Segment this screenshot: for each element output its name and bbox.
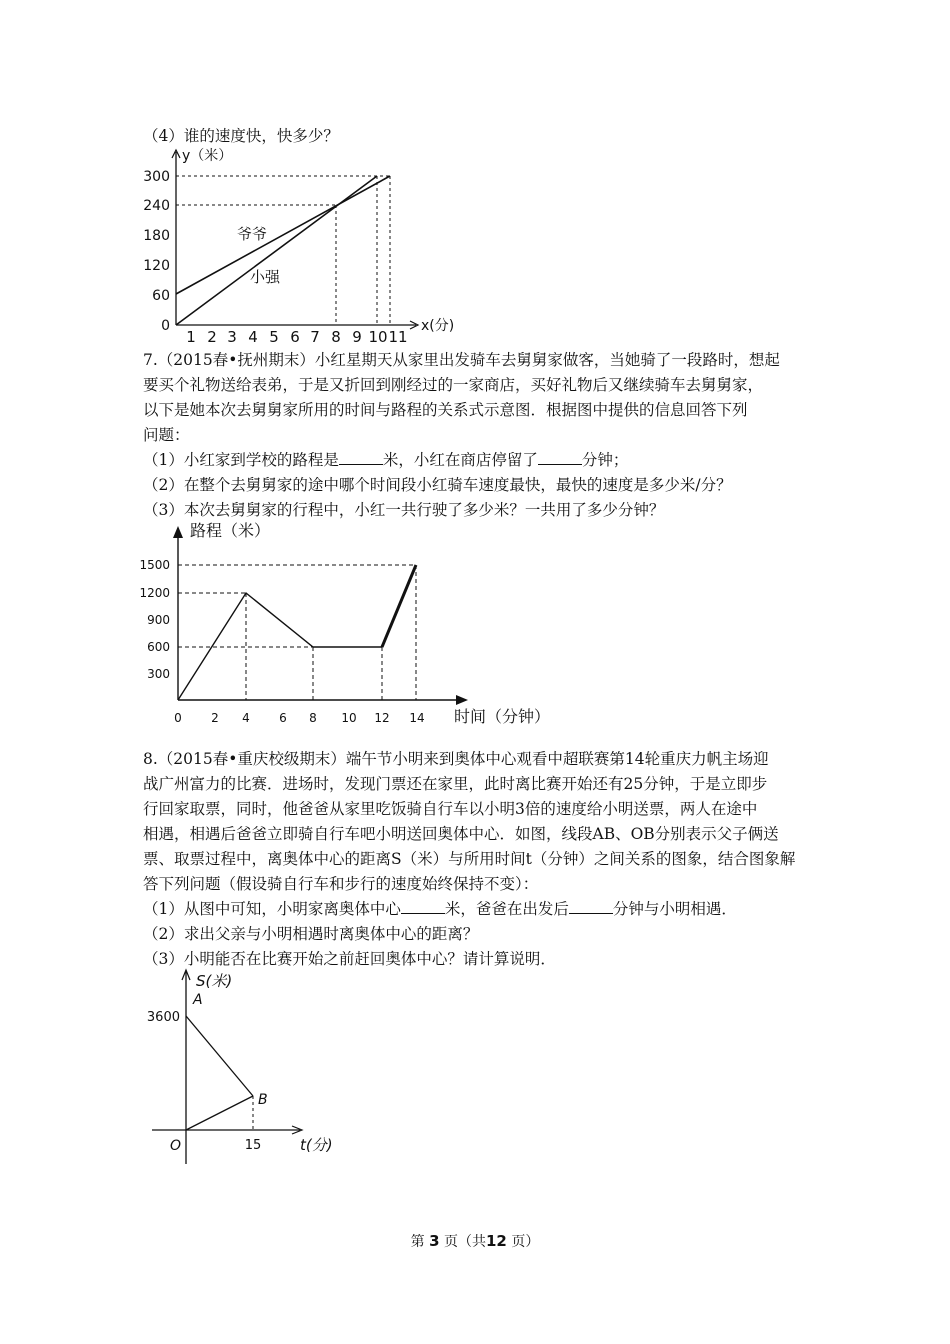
q7-part2: （2）在整个去舅舅家的途中哪个时间段小红骑车速度最快，最快的速度是多少米/分？ bbox=[143, 476, 732, 494]
q7-x-tick: 2 bbox=[211, 711, 219, 725]
q8-y-axis-label: S(米) bbox=[196, 972, 233, 990]
q6-x-tick: 4 bbox=[248, 328, 258, 346]
q8-point-a: A bbox=[193, 992, 203, 1008]
q6-x-tick: 9 bbox=[352, 328, 362, 346]
q6-y-tick: 120 bbox=[143, 258, 170, 274]
answer-blank[interactable] bbox=[538, 450, 582, 465]
answer-blank[interactable] bbox=[339, 450, 383, 465]
q8-origin: O bbox=[170, 1138, 182, 1154]
q8-text-line: 8.（2015春•重庆校级期末）端午节小明来到奥体中心观看中超联赛第14轮重庆力帆主场迎 bbox=[143, 750, 769, 768]
q7-y-tick: 600 bbox=[147, 640, 170, 654]
answer-blank[interactable] bbox=[401, 899, 445, 914]
q6-origin: 0 bbox=[161, 318, 170, 334]
q7-text-line: 问题： bbox=[143, 426, 190, 444]
q6-graph bbox=[140, 144, 460, 344]
q6-x-tick: 7 bbox=[310, 328, 320, 346]
q8-graph bbox=[140, 966, 360, 1166]
segment-ob bbox=[186, 1096, 253, 1130]
q8-text-line: 答下列问题（假设骑自行车和步行的速度始终保持不变）： bbox=[143, 875, 539, 893]
q7-x-tick: 8 bbox=[309, 711, 317, 725]
q7-text-line: 7.（2015春•抚州期末）小红星期天从家里出发骑车去舅舅家做客，当她骑了一段路时，想起 bbox=[143, 351, 780, 369]
q7-text-line: 要买个礼物送给表弟，于是又折回到刚经过的一家商店，买好礼物后又继续骑车去舅舅家， bbox=[143, 376, 764, 394]
q6-x-tick: 5 bbox=[269, 328, 279, 346]
q8-part3: （3）小明能否在比赛开始之前赶回奥体中心？请计算说明． bbox=[143, 950, 556, 968]
q7-final-segment bbox=[382, 565, 416, 647]
q6-y-tick: 180 bbox=[143, 228, 170, 244]
q7-y-axis-label: 路程（米） bbox=[190, 521, 271, 540]
q7-part3: （3）本次去舅舅家的行程中，小红一共行驶了多少米？一共用了多少分钟？ bbox=[143, 501, 665, 519]
line-xiaoqiang bbox=[176, 176, 377, 325]
q7-x-tick: 4 bbox=[242, 711, 250, 725]
q7-x-axis-label: 时间（分钟） bbox=[454, 707, 551, 726]
answer-blank[interactable] bbox=[569, 899, 613, 914]
page-number: 3 bbox=[429, 1232, 440, 1250]
segment-ab bbox=[186, 1016, 253, 1096]
q6-x-tick: 2 bbox=[207, 328, 217, 346]
label-grandpa: 爷爷 bbox=[237, 225, 268, 243]
q6-x-tick: 10 bbox=[368, 328, 388, 346]
page-total: 12 bbox=[486, 1232, 507, 1250]
q8-point-b: B bbox=[258, 1092, 268, 1108]
q7-y-tick: 1200 bbox=[139, 586, 170, 600]
q8-part2: （2）求出父亲与小明相遇时离奥体中心的距离？ bbox=[143, 925, 479, 943]
q7-x-tick: 10 bbox=[341, 711, 357, 725]
q6-y-axis-label: y（米） bbox=[182, 148, 233, 164]
q6-x-tick: 6 bbox=[290, 328, 300, 346]
q6-x-axis-label: x(分) bbox=[421, 318, 455, 334]
q6-x-tick: 1 bbox=[186, 328, 196, 346]
q8-x-tick: 15 bbox=[244, 1138, 262, 1153]
line-grandpa bbox=[176, 176, 390, 294]
label-xiaoqiang: 小强 bbox=[250, 268, 281, 286]
q7-x-tick: 6 bbox=[279, 711, 287, 725]
q7-y-tick: 300 bbox=[147, 667, 170, 681]
q7-graph bbox=[140, 518, 560, 728]
q6-y-tick: 60 bbox=[152, 288, 170, 304]
q8-x-axis-label: t(分) bbox=[300, 1136, 333, 1154]
q8-part1: （1）从图中可知，小明家离奥体中心 米，爸爸在出发后 分钟与小明相遇． bbox=[143, 900, 737, 918]
q7-x-tick: 0 bbox=[174, 711, 182, 725]
q7-y-tick: 900 bbox=[147, 613, 170, 627]
page-footer: 第 3 页（共12 页） bbox=[410, 1232, 540, 1250]
q7-y-tick: 1500 bbox=[139, 558, 170, 572]
q7-part1: （1）小红家到学校的路程是 米，小红在商店停留了 分钟； bbox=[143, 451, 629, 469]
q7-x-tick: 14 bbox=[409, 711, 425, 725]
q7-text-line: 以下是她本次去舅舅家所用的时间与路程的关系式示意图．根据图中提供的信息回答下列 bbox=[143, 401, 748, 419]
q7-x-tick: 12 bbox=[374, 711, 390, 725]
q6-x-tick: 8 bbox=[331, 328, 341, 346]
q8-text-line: 行回家取票，同时，他爸爸从家里吃饭骑自行车以小明3倍的速度给小明送票，两人在途中 bbox=[143, 800, 758, 818]
q6-x-tick: 3 bbox=[227, 328, 237, 346]
q6-y-tick: 240 bbox=[143, 198, 170, 214]
q6-x-tick: 11 bbox=[388, 328, 408, 346]
q8-text-line: 票、取票过程中，离奥体中心的距离S（米）与所用时间t（分钟）之间关系的图象，结合图象解 bbox=[143, 850, 796, 868]
q8-text-line: 战广州富力的比赛．进场时，发现门票还在家里，此时离比赛开始还有25分钟，于是立即步 bbox=[143, 775, 768, 793]
q8-text-line: 相遇，相遇后爸爸立即骑自行车吧小明送回奥体中心．如图，线段AB、OB分别表示父子俩送 bbox=[143, 825, 779, 843]
q6-part4: （4）谁的速度快，快多少？ bbox=[143, 127, 339, 145]
q6-y-tick: 300 bbox=[143, 169, 170, 185]
q8-y-tick: 3600 bbox=[146, 1010, 180, 1025]
